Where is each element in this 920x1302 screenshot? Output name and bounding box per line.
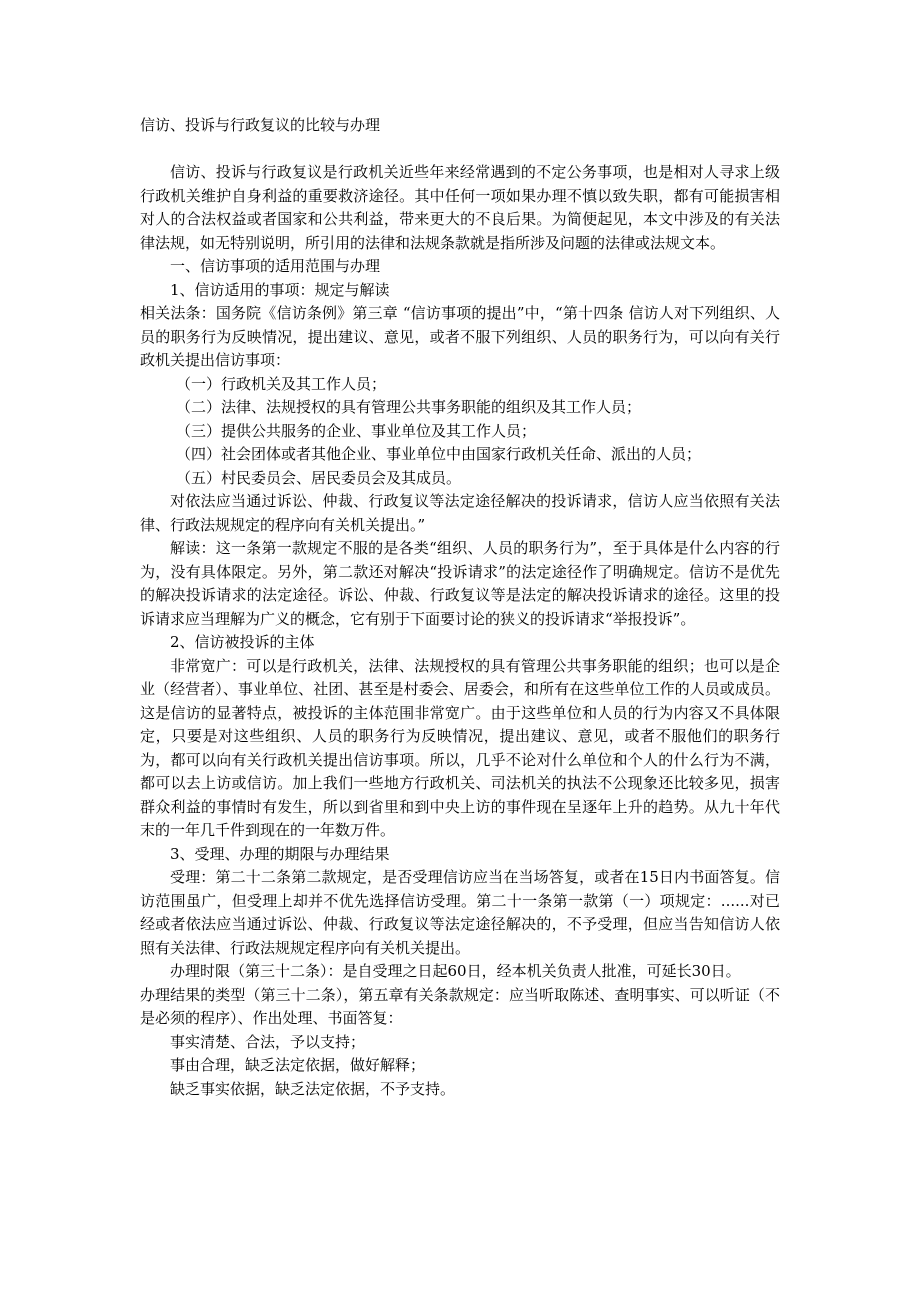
paragraph: 1、信访适用的事项：规定与解读 — [170, 280, 390, 299]
paragraph: 一、信访事项的适用范围与办理 — [170, 257, 381, 275]
paragraph: 非常宽广：可以是行政机关，法律、法规授权的具有管理公共事务职能的组织；也可以是企业（经营者）、事业单位、社团、甚至是村委会、居委会，和所有在这些单位工作的人员或成员。这是信访的显著特点，被投诉的主体范围非常宽广。由于这些单位和人员的行为内容又不具体限定，只要是对这些组织、人员的职务行为反映情况，提出建议、意见，或者不服他们的职务行为，都可以向有关行政机关提出信访事项。所以，几乎不论对什么单位和个人的什么行为不满，都可以去上访或信访。加上我们一些地方行政机关、司法机关的执法不公现象还比较多见，损害群众利益的事情时有发生，所以到省里和到中央上访的事件现在呈逐年上升的趋势。从九十年代末的一年几千件到现在的一年数万件。 — [140, 656, 780, 839]
paragraph: 相关法条：国务院《信访条例》第三章 “信访事项的提出”中，“第十四条 信访人对下列组织、人员的职务行为反映情况，提出建议、意见，或者不服下列组织、人员的职务行为，可以向有关行政机关提出信访事项： — [140, 304, 780, 369]
paragraph: 受理：第二十二条第二款规定，是否受理信访应当在当场答复，或者在15日内书面答复。信访范围虽广，但受理上却并不优先选择信访受理。第二十一条第一款第（一）项规定：......对已经或者依法应当通过诉讼、仲裁、行政复议等法定途径解决的，不予受理，但应当告知信访人依照有关法律、行政法规规定程序向有关机关提出。 — [140, 868, 780, 957]
paragraph: 事由合理，缺乏法定依据，做好解释； — [170, 1056, 426, 1074]
paragraph: 3、受理、办理的期限与办理结果 — [170, 844, 390, 863]
paragraph: 事实清楚、合法，予以支持； — [170, 1032, 366, 1051]
paragraph: （四）社会团体或者其他企业、事业单位中由国家行政机关任命、派出的人员； — [176, 445, 702, 463]
document-page — [140, 114, 780, 1101]
document-body — [140, 161, 780, 1101]
paragraph: 解读：这一条第一款规定不服的是各类“组织、人员的职务行为”，至于具体是什么内容的行为，没有具体限定。另外，第二款还对解决“投诉请求”的法定途径作了明确规定。信访不是优先的解决投诉请求的法定途径。诉讼、仲裁、行政复议等是法定的解决投诉请求的途径。这里的投诉请求应当理解为广义的概念，它有别于下面要讨论的狭义的投诉请求“举报投诉”。 — [140, 539, 780, 628]
paragraph: （一）行政机关及其工作人员； — [176, 374, 387, 393]
document-title: 信访、投诉与行政复议的比较与办理 — [140, 116, 381, 134]
paragraph: 2、信访被投诉的主体 — [170, 633, 315, 651]
paragraph: 对依法应当通过诉讼、仲裁、行政复议等法定途径解决的投诉请求，信访人应当依照有关法律、行政法规规定的程序向有关机关提出。” — [140, 492, 780, 534]
paragraph: 办理时限（第三十二条）：是自受理之日起60日，经本机关负责人批准，可延长30日。 — [170, 962, 741, 980]
paragraph: 办理结果的类型（第三十二条），第五章有关条款规定：应当听取陈述、查明事实、可以听证（不是必须的程序）、作出处理、书面答复： — [140, 985, 780, 1027]
paragraph: （三）提供公共服务的企业、事业单位及其工作人员； — [176, 421, 537, 440]
paragraph: （五）村民委员会、居民委员会及其成员。 — [176, 468, 462, 487]
blank-line — [140, 138, 780, 162]
paragraph: （二）法律、法规授权的具有管理公共事务职能的组织及其工作人员； — [176, 398, 642, 416]
paragraph: 缺乏事实依据，缺乏法定依据，不予支持。 — [170, 1079, 456, 1098]
paragraph: 信访、投诉与行政复议是行政机关近些年来经常遇到的不定公务事项，也是相对人寻求上级行政机关维护自身利益的重要救济途径。其中任何一项如果办理不慎以致失职，都有可能损害相对人的合法权益或者国家和公共利益，带来更大的不良后果。为简便起见，本文中涉及的有关法律法规，如无特别说明，所引用的法律和法规条款就是指所涉及问题的法律或法规文本。 — [140, 163, 780, 252]
